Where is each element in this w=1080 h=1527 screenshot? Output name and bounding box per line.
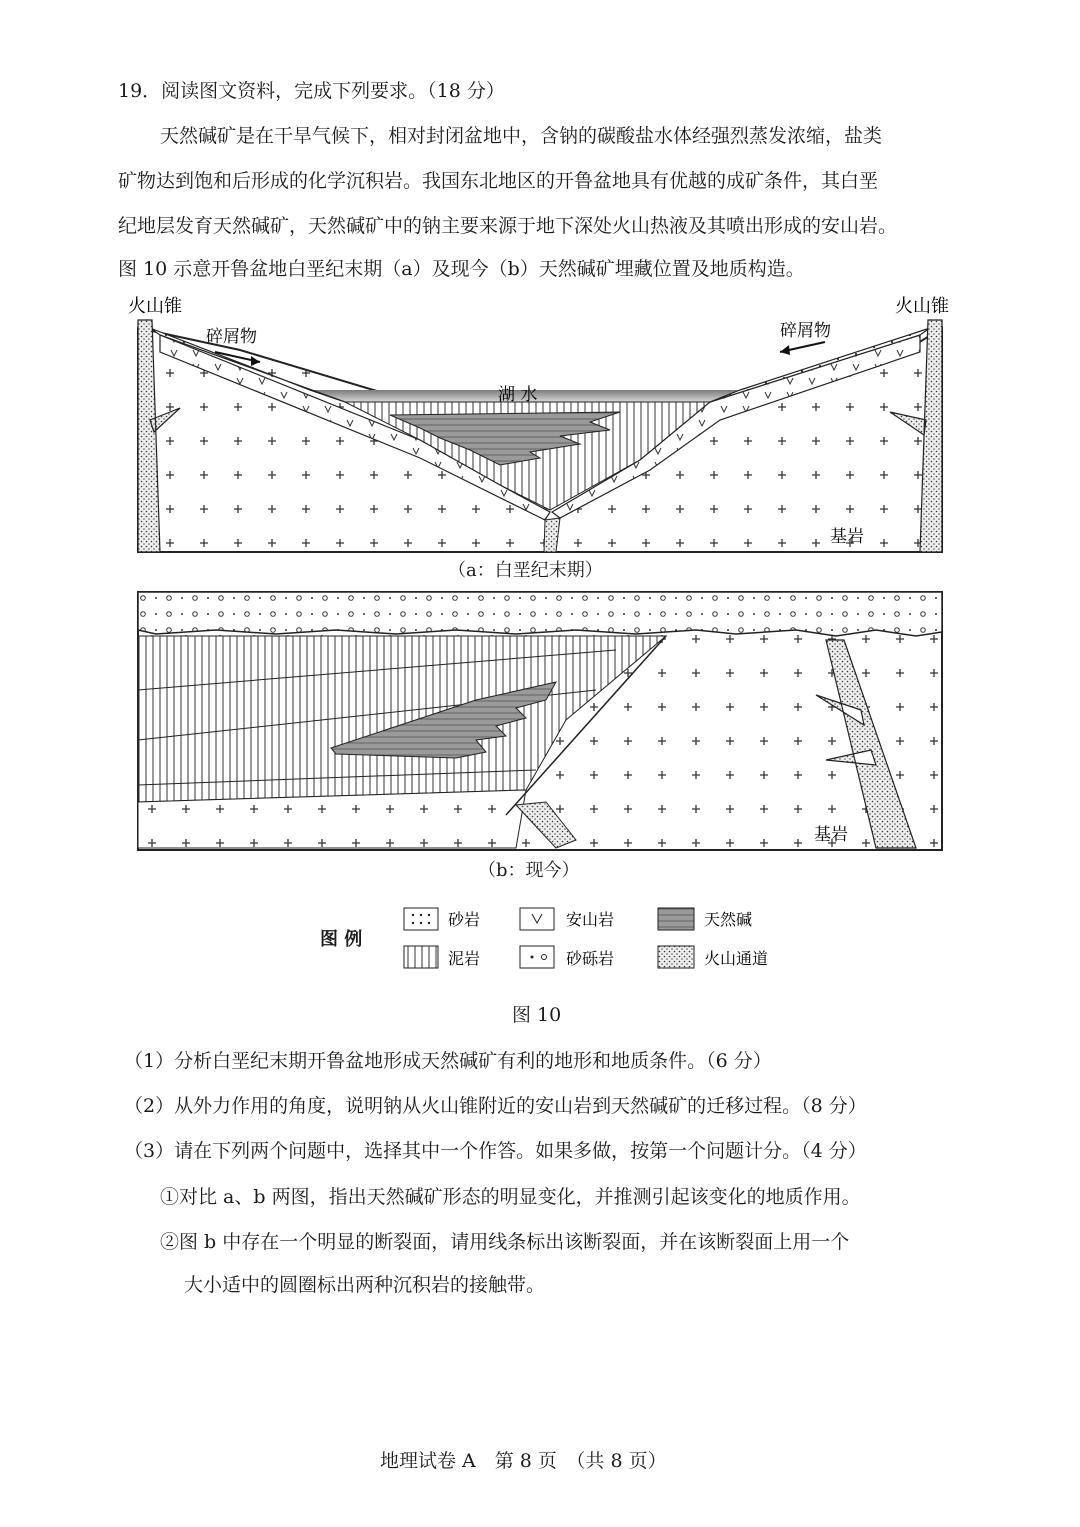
- figure-caption: 图 10: [512, 1004, 562, 1026]
- label-bedrock-b: 基岩: [814, 825, 848, 845]
- svg-text:安山岩: 安山岩: [566, 910, 615, 929]
- figure-a-cross-section: [120, 290, 960, 590]
- paragraph-line-2: 矿物达到饱和后形成的化学沉积岩。我国东北地区的开鲁盆地具有优越的成矿条件，其白垩: [118, 170, 879, 192]
- sub-question-1: （1）分析白垩纪末期开鲁盆地形成天然碱矿有利的地形和地质条件。（6 分）: [124, 1050, 772, 1072]
- legend-item-conglomerate: [520, 946, 614, 968]
- label-bedrock-a: 基岩: [830, 527, 864, 547]
- paragraph-line-1: 天然碱矿是在干旱气候下，相对封闭盆地中，含钠的碳酸盐水体经强烈蒸发浓缩，盐类: [160, 125, 883, 147]
- option-2-cont: 大小适中的圆圈标出两种沉积岩的接触带。: [184, 1274, 546, 1296]
- conglomerate-layer: [138, 592, 942, 636]
- svg-text:火山通道: 火山通道: [704, 949, 769, 968]
- label-debris-right: 碎屑物: [780, 321, 831, 341]
- caption-a: （a：白垩纪末期）: [448, 560, 603, 581]
- svg-text:砂砾岩: 砂砾岩: [566, 949, 615, 968]
- page-footer: 地理试卷 A 第 8 页 （共 8 页）: [380, 1450, 667, 1472]
- legend-item-sandstone: [404, 908, 480, 930]
- option-1: ①对比 a、b 两图，指出天然碱矿形态的明显变化，并推测引起该变化的地质作用。: [160, 1186, 861, 1208]
- svg-text:砂岩: 砂岩: [448, 910, 481, 929]
- legend-item-volcanic-conduit: [658, 946, 768, 968]
- legend-item-mudstone: [404, 946, 480, 968]
- svg-text:泥岩: 泥岩: [448, 949, 481, 968]
- legend: [398, 900, 798, 980]
- caption-b: （b：现今）: [478, 860, 580, 881]
- figure-b-cross-section: [136, 590, 944, 852]
- legend-item-andesite: [520, 908, 614, 930]
- sub-question-3: （3）请在下列两个问题中，选择其中一个作答。如果多做，按第一个问题计分。（4 分）: [124, 1140, 867, 1162]
- option-2: ②图 b 中存在一个明显的断裂面，请用线条标出该断裂面，并在该断裂面上用一个: [160, 1231, 850, 1253]
- label-debris-left: 碎屑物: [206, 327, 257, 347]
- paragraph-line-4: 图 10 示意开鲁盆地白垩纪末期（a）及现今（b）天然碱矿埋藏位置及地质构造。: [118, 258, 805, 280]
- paragraph-line-3: 纪地层发育天然碱矿，天然碱矿中的钠主要来源于地下深处火山热液及其喷出形成的安山岩。: [118, 215, 898, 237]
- label-volcano-left: 火山锥: [128, 296, 182, 317]
- label-lake: 湖 水: [498, 385, 538, 405]
- sub-question-2: （2）从外力作用的角度，说明钠从火山锥附近的安山岩到天然碱矿的迁移过程。（8 分）: [124, 1095, 867, 1117]
- label-volcano-right: 火山锥: [895, 296, 949, 317]
- legend-item-natural-soda: [658, 908, 752, 930]
- legend-title: 图 例: [320, 929, 363, 950]
- svg-text:天然碱: 天然碱: [704, 910, 753, 929]
- question-title: 19．阅读图文资料，完成下列要求。（18 分）: [118, 80, 505, 102]
